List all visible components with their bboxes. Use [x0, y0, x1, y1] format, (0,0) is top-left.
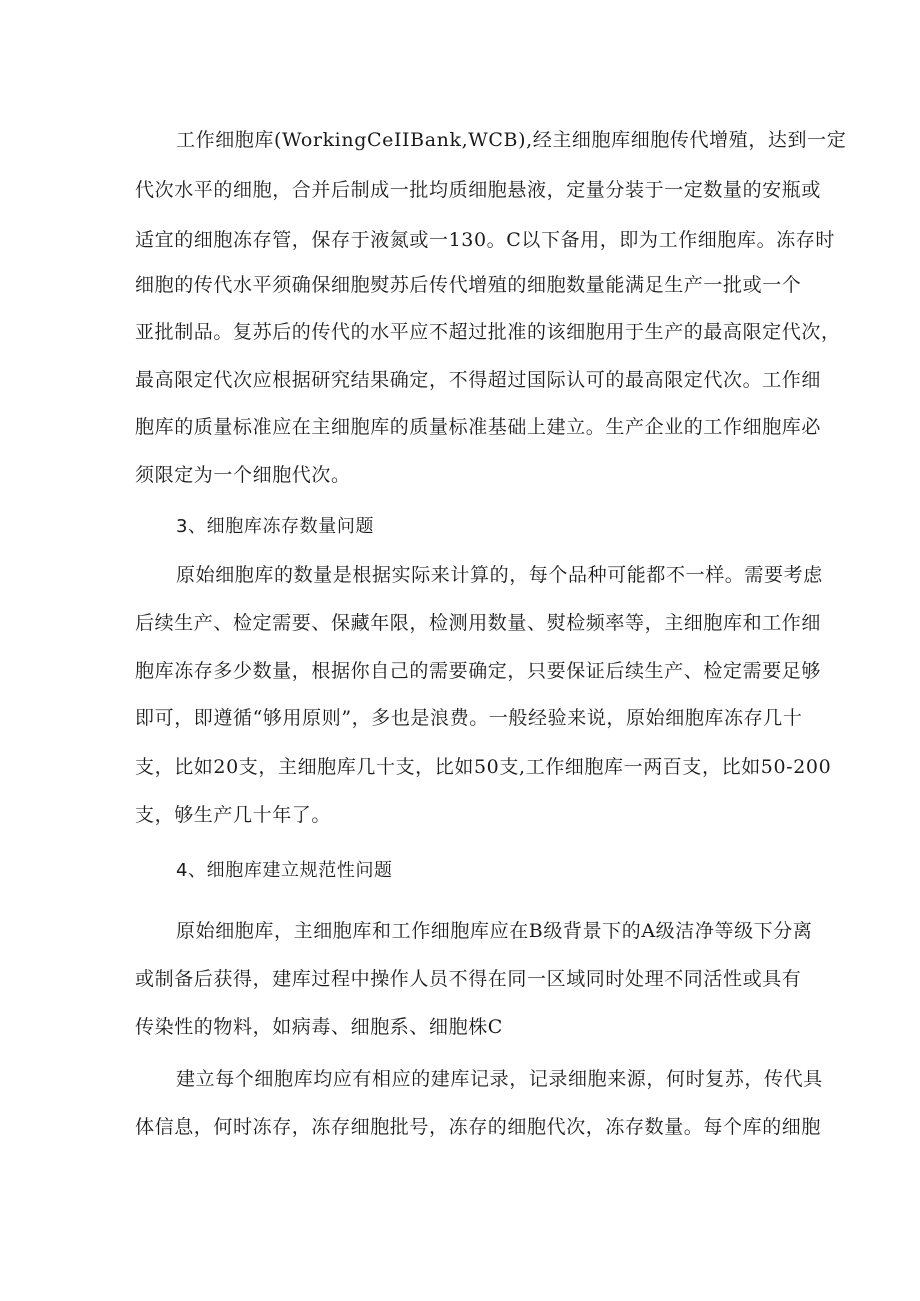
para2-line-3: 胞库冻存多少数量，根据你自己的需要确定，只要保证后续生产、检定需要足够 [135, 660, 822, 682]
para1-line-3: 适宜的细胞冻存管，保存于液氮或一130。C以下备用，即为工作细胞库。冻存时 [135, 229, 836, 251]
para4-line-2: 体信息，何时冻存，冻存细胞批号，冻存的细胞代次，冻存数量。每个库的细胞 [135, 1116, 822, 1138]
section-heading-3: 3、细胞库冻存数量问题 [176, 516, 375, 537]
para1-line-2: 代次水平的细胞，合并后制成一批均质细胞悬液，定量分装于一定数量的安瓶或 [135, 179, 822, 201]
para2-line-4: 即可，即遵循“够用原则”，多也是浪费。一般经验来说，原始细胞库冻存几十 [135, 707, 803, 729]
para2-line-6: 支，够生产几十年了。 [135, 804, 332, 826]
para2-line-5: 支，比如20支，主细胞库几十支，比如50支,工作细胞库一两百支，比如50-200 [135, 756, 832, 778]
para1-line-4: 细胞的传代水平须确保细胞熨苏后传代增殖的细胞数量能满足生产一批或一个 [135, 274, 802, 296]
para3-line-2: 或制备后获得，建库过程中操作人员不得在同一区域同时处理不同活性或具有 [135, 968, 802, 990]
para1-line-1: 工作细胞库(WorkingCeIIBank,WCB),经主细胞库细胞传代增殖，达到一定 [176, 129, 847, 151]
para4-line-1: 建立每个细胞库均应有相应的建库记录，记录细胞来源，何时复苏，传代具 [176, 1068, 823, 1090]
para1-line-6: 最高限定代次应根据研究结果确定，不得超过国际认可的最高限定代次。工作细 [135, 369, 822, 391]
para3-line-1: 原始细胞库，主细胞库和工作细胞库应在B级背景下的A级洁净等级下分离 [176, 920, 813, 942]
para1-line-7: 胞库的质量标准应在主细胞库的质量标准基础上建立。生产企业的工作细胞库必 [135, 416, 822, 438]
para3-line-3: 传染性的物料，如病毒、细胞系、细胞株C [135, 1016, 503, 1038]
para1-line-8: 须限定为一个细胞代次。 [135, 464, 351, 486]
para2-line-1: 原始细胞库的数量是根据实际来计算的，每个品种可能都不一样。需要考虑 [176, 564, 823, 586]
para2-line-2: 后续生产、检定需要、保藏年限，检测用数量、熨检频率等，主细胞库和工作细 [135, 612, 822, 634]
section-heading-4: 4、细胞库建立规范性问题 [176, 860, 393, 881]
para1-line-5: 亚批制品。复苏后的传代的水平应不超过批准的该细胞用于生产的最高限定代次， [135, 321, 841, 343]
